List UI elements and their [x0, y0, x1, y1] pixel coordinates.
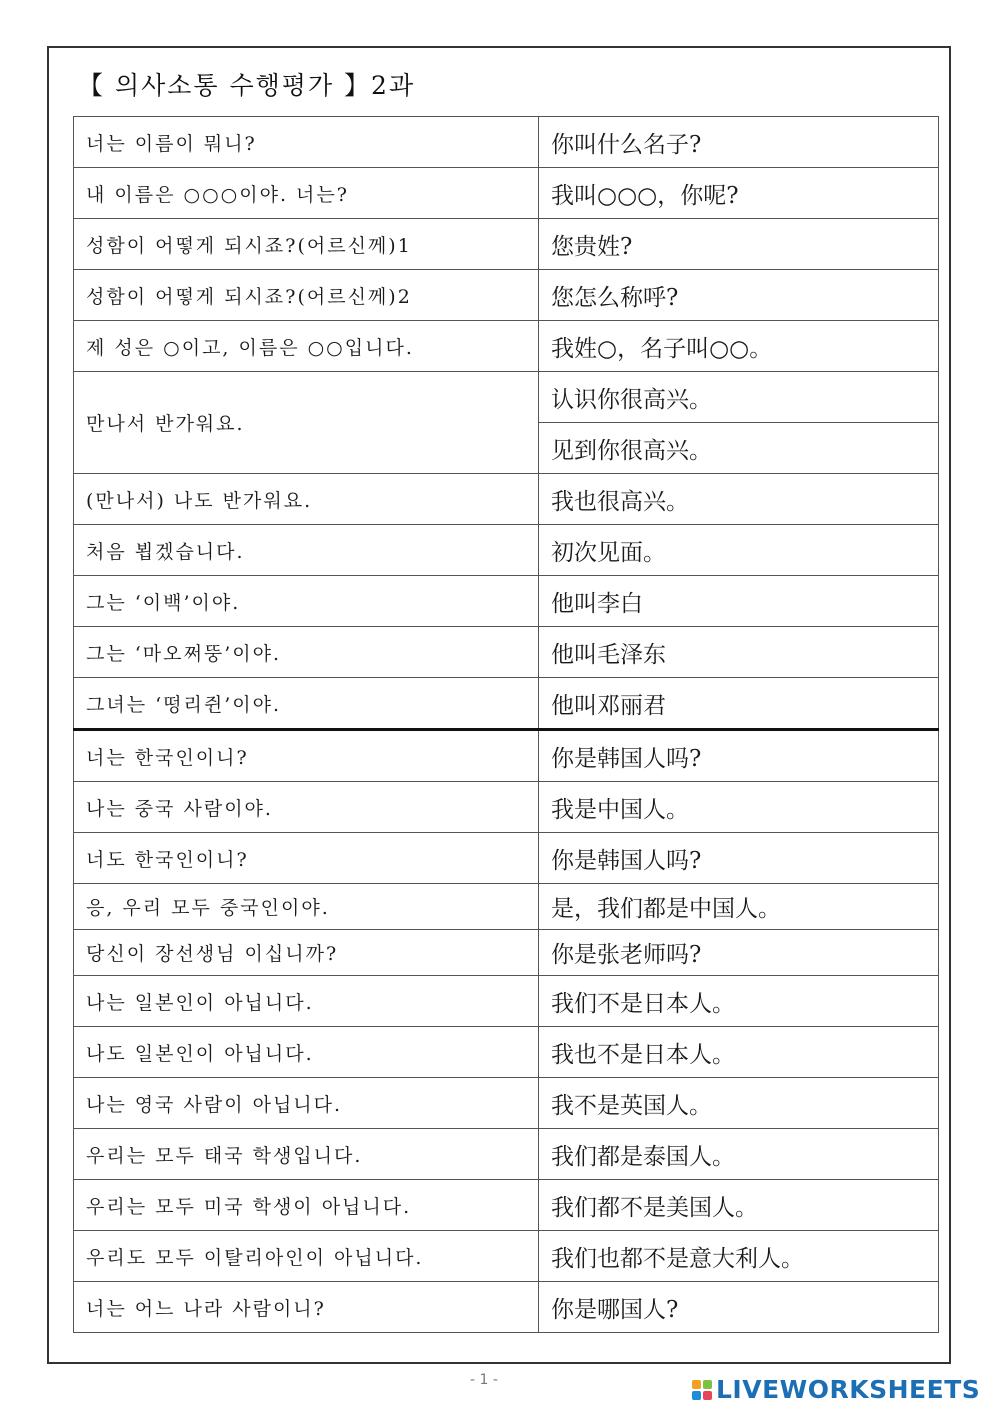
- table-row: [74, 678, 939, 730]
- page-number: - 1 -: [470, 1372, 498, 1388]
- liveworksheets-logo[interactable]: [692, 1375, 980, 1404]
- logo-square-icon: [703, 1380, 712, 1389]
- chinese-cell: 你是韩国人吗?: [539, 833, 939, 884]
- chinese-cell: 见到你很高兴。: [539, 423, 939, 474]
- korean-cell: 처음 뵙겠습니다.: [74, 525, 539, 576]
- table-row: [74, 168, 939, 219]
- table-row: [74, 1078, 939, 1129]
- table-row: [74, 474, 939, 525]
- chinese-cell: 我们都是泰国人。: [539, 1129, 939, 1180]
- table-row: [74, 782, 939, 833]
- korean-cell: 너는 이름이 뭐니?: [74, 117, 539, 168]
- korean-cell: 그는 ‘이백’이야.: [74, 576, 539, 627]
- vocabulary-table: [73, 116, 939, 1333]
- chinese-cell: 我是中国人。: [539, 782, 939, 833]
- logo-square-icon: [692, 1380, 701, 1389]
- korean-cell: 그녀는 ‘떵리쥔’이야.: [74, 678, 539, 730]
- logo-text: LIVEWORKSHEETS: [716, 1375, 981, 1404]
- chinese-cell: 您贵姓?: [539, 219, 939, 270]
- chinese-cell: 是，我们都是中国人。: [539, 884, 939, 930]
- table-row: [74, 321, 939, 372]
- korean-cell: 내 이름은 ○○○이야. 너는?: [74, 168, 539, 219]
- table-row: [74, 1231, 939, 1282]
- chinese-cell: 我不是英国人。: [539, 1078, 939, 1129]
- korean-cell: 나는 영국 사람이 아닙니다.: [74, 1078, 539, 1129]
- chinese-cell: 我们都不是美国人。: [539, 1180, 939, 1231]
- chinese-cell: 认识你很高兴。: [539, 372, 939, 423]
- table-row: [74, 117, 939, 168]
- korean-cell: 너도 한국인이니?: [74, 833, 539, 884]
- korean-cell: 나는 일본인이 아닙니다.: [74, 976, 539, 1027]
- korean-cell: 우리도 모두 이탈리아인이 아닙니다.: [74, 1231, 539, 1282]
- table-row: [74, 270, 939, 321]
- korean-cell: 성함이 어떻게 되시죠?(어르신께)1: [74, 219, 539, 270]
- table-row: [74, 730, 939, 782]
- korean-cell: 우리는 모두 태국 학생입니다.: [74, 1129, 539, 1180]
- table-row: [74, 1180, 939, 1231]
- table-row: [74, 884, 939, 930]
- chinese-cell: 我也很高兴。: [539, 474, 939, 525]
- table-row: [74, 372, 939, 423]
- chinese-cell: 他叫李白: [539, 576, 939, 627]
- korean-cell: 그는 ‘마오쩌뚱’이야.: [74, 627, 539, 678]
- table-row: [74, 1129, 939, 1180]
- chinese-cell: 我姓○，名子叫○○。: [539, 321, 939, 372]
- logo-square-icon: [692, 1391, 701, 1400]
- table-row: [74, 576, 939, 627]
- chinese-cell: 初次见面。: [539, 525, 939, 576]
- worksheet-title: 【 의사소통 수행평가 】2과: [78, 71, 416, 100]
- korean-cell: 우리는 모두 미국 학생이 아닙니다.: [74, 1180, 539, 1231]
- korean-cell: 너는 어느 나라 사람이니?: [74, 1282, 539, 1333]
- chinese-cell: 我们也都不是意大利人。: [539, 1231, 939, 1282]
- table-row: [74, 219, 939, 270]
- korean-cell: 성함이 어떻게 되시죠?(어르신께)2: [74, 270, 539, 321]
- korean-cell: (만나서) 나도 반가워요.: [74, 474, 539, 525]
- chinese-cell: 你是哪国人?: [539, 1282, 939, 1333]
- chinese-cell: 你是张老师吗?: [539, 930, 939, 976]
- chinese-cell: 你叫什么名子?: [539, 117, 939, 168]
- korean-cell: 나도 일본인이 아닙니다.: [74, 1027, 539, 1078]
- chinese-cell: 您怎么称呼?: [539, 270, 939, 321]
- chinese-cell: 你是韩国人吗?: [539, 730, 939, 782]
- korean-cell: 응, 우리 모두 중국인이야.: [74, 884, 539, 930]
- chinese-cell: 他叫邓丽君: [539, 678, 939, 730]
- table-row: [74, 525, 939, 576]
- korean-cell: 제 성은 ○이고, 이름은 ○○입니다.: [74, 321, 539, 372]
- table-row: [74, 833, 939, 884]
- table-row: [74, 1027, 939, 1078]
- table-row: [74, 930, 939, 976]
- chinese-cell: 我们不是日本人。: [539, 976, 939, 1027]
- table-row: [74, 1282, 939, 1333]
- liveworksheets-logo-icon: [692, 1380, 712, 1400]
- chinese-cell: 我叫○○○，你呢?: [539, 168, 939, 219]
- korean-cell: 당신이 장선생님 이십니까?: [74, 930, 539, 976]
- chinese-cell: 我也不是日本人。: [539, 1027, 939, 1078]
- korean-cell: 너는 한국인이니?: [74, 730, 539, 782]
- chinese-cell: 他叫毛泽东: [539, 627, 939, 678]
- korean-cell: 나는 중국 사람이야.: [74, 782, 539, 833]
- logo-square-icon: [703, 1391, 712, 1400]
- korean-cell: 만나서 반가워요.: [74, 372, 539, 474]
- table-row: [74, 976, 939, 1027]
- table-row: [74, 627, 939, 678]
